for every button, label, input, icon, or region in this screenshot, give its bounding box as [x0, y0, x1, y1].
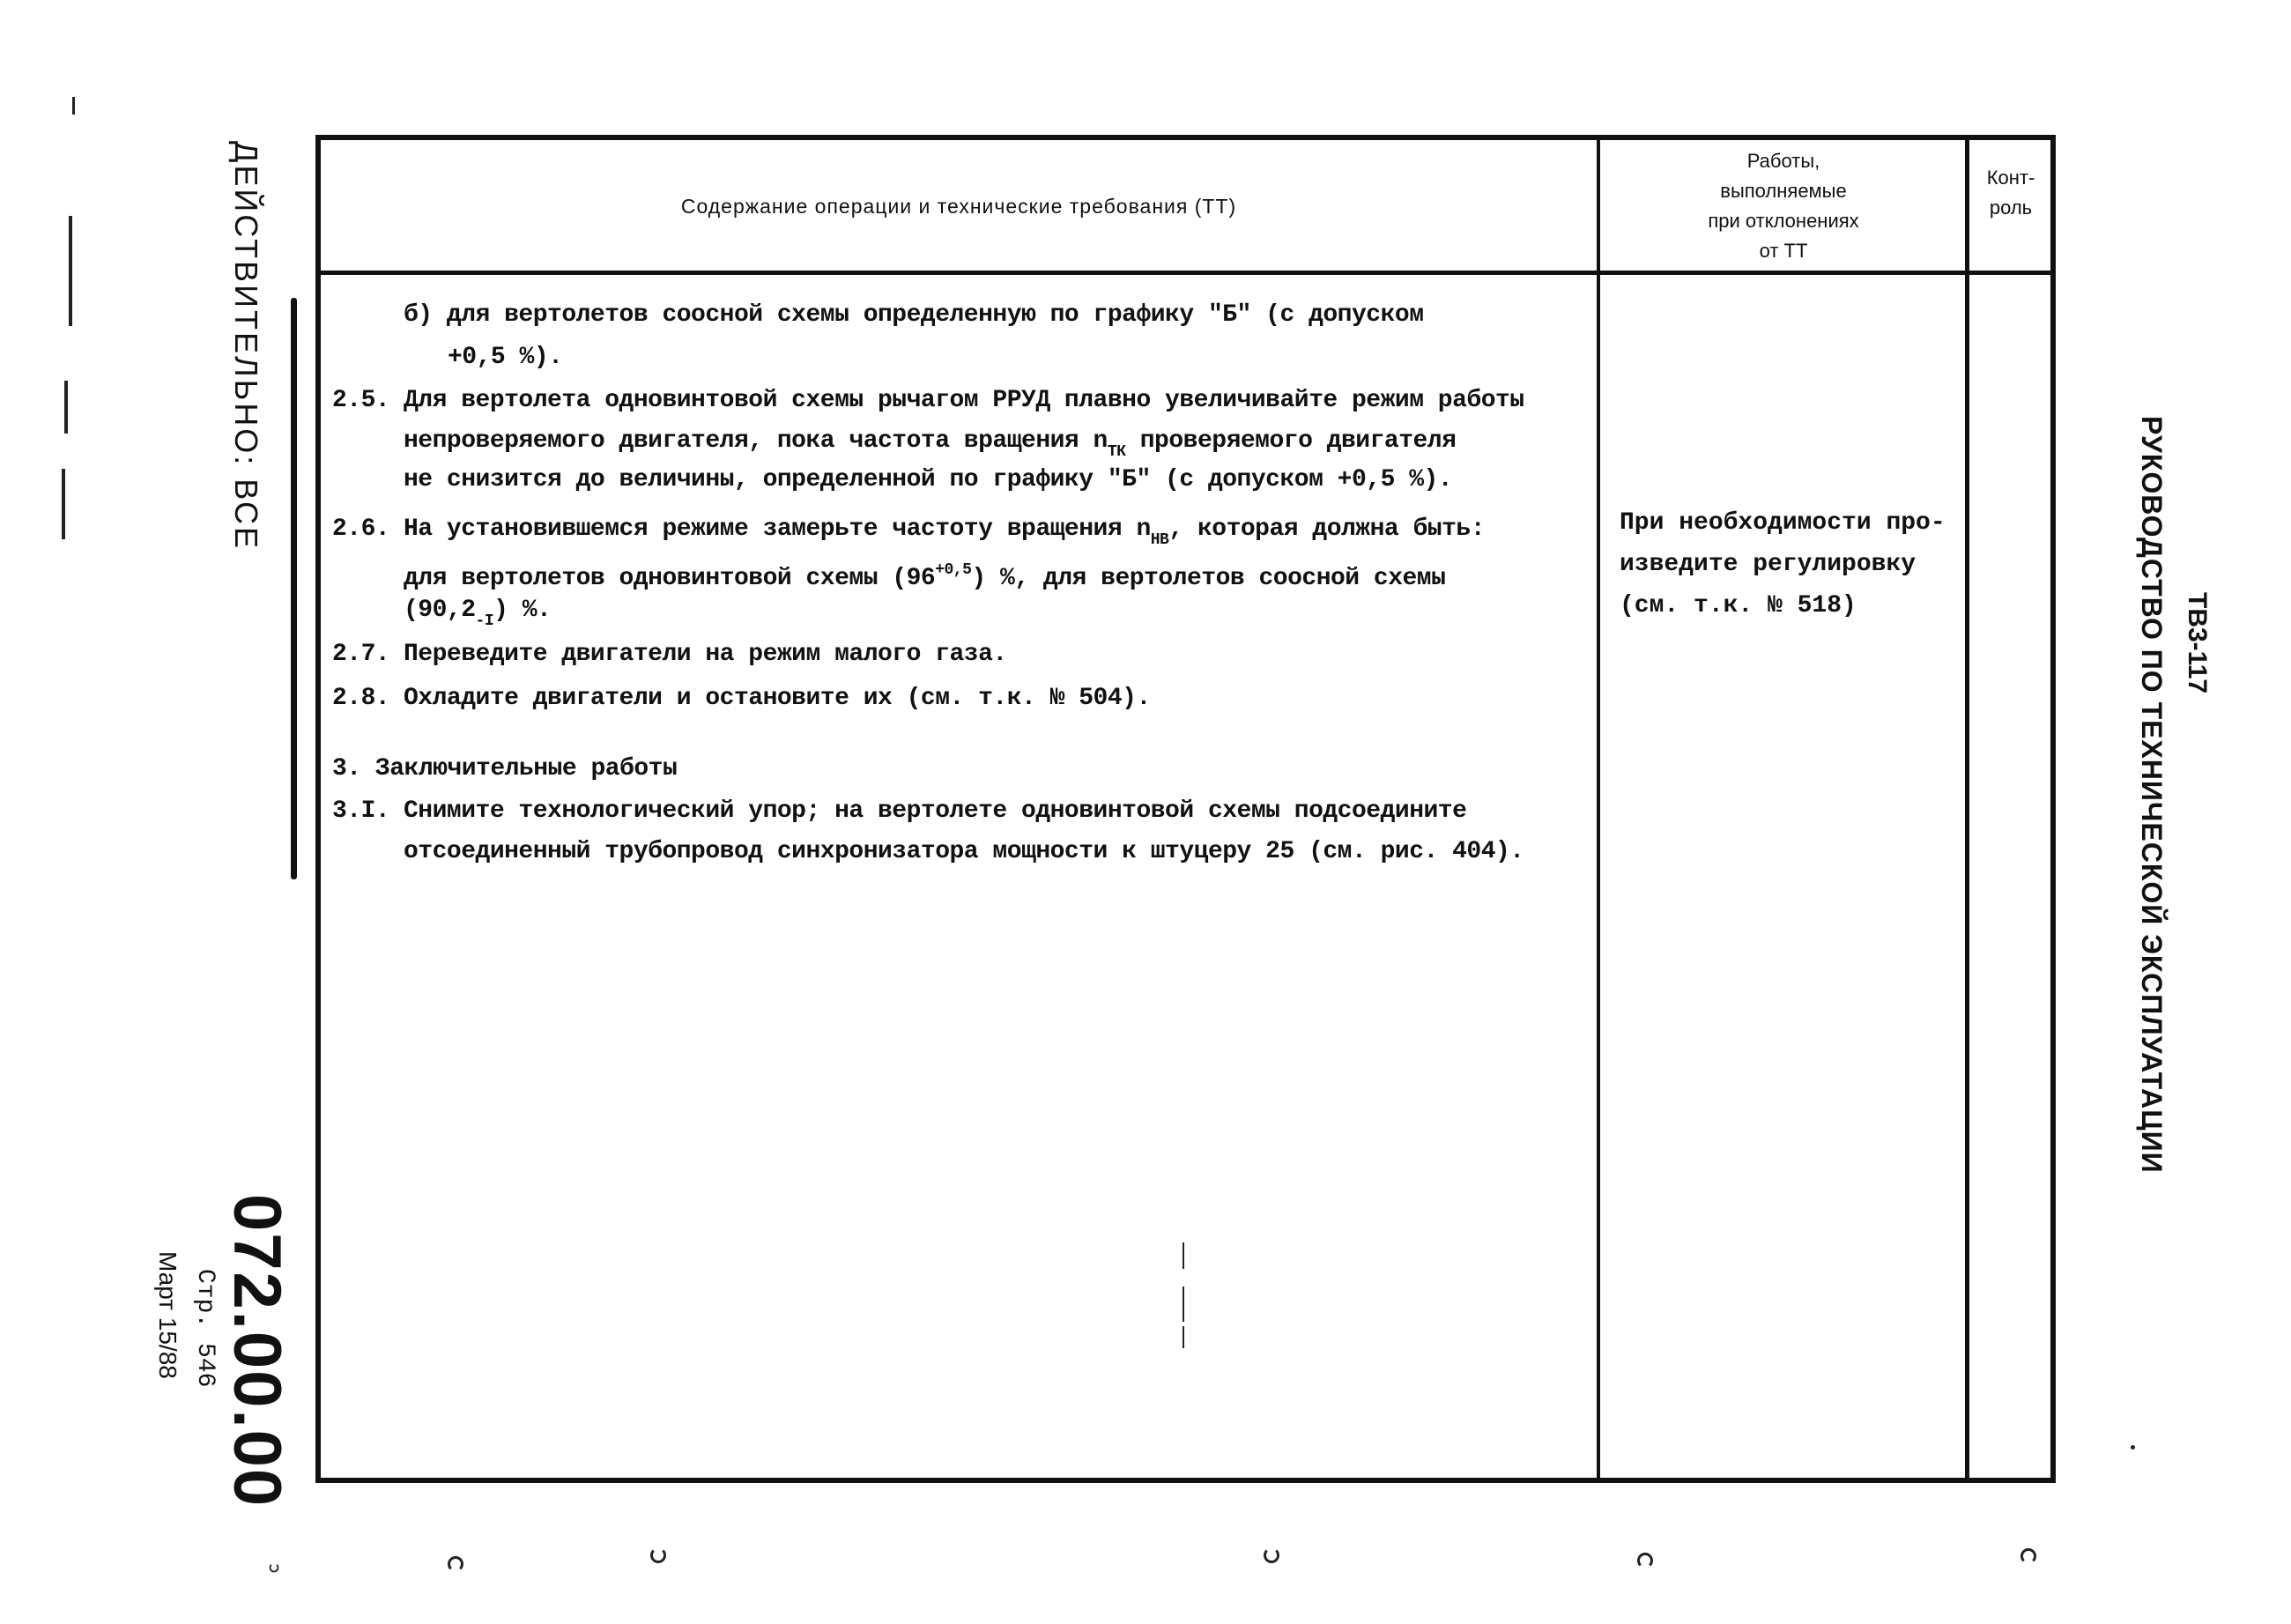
binding-hole-mark [270, 1563, 279, 1573]
scan-margin-mark [72, 97, 75, 115]
text-span: ) %. [493, 597, 552, 624]
scan-margin-mark [69, 216, 72, 326]
header-control-line: роль [1989, 197, 2033, 219]
text-span: ) %, для вертолетов соосной схемы [971, 565, 1446, 592]
validity-label: ДЕЙСТВИТЕЛЬНО: ВСЕ [228, 141, 264, 552]
scan-dot [2131, 1445, 2135, 1450]
step-number-3-1: 3.I. [332, 797, 390, 825]
text-span: проверяемого двигателя [1125, 427, 1457, 455]
header-content: Содержание операции и технические требования (ТТ) [680, 194, 1237, 218]
header-control [1970, 140, 2051, 272]
step-number-2-6: 2.6. [332, 515, 390, 543]
subscript: ТК [1107, 443, 1126, 461]
binding-hole-mark [1637, 1553, 1653, 1568]
scan-fold-mark [1183, 1326, 1184, 1348]
deviation-note [1620, 502, 1946, 627]
step-number-2-8: 2.8. [332, 685, 390, 712]
step-number-2-5: 2.5. [332, 387, 390, 414]
section-code: 072.00.00 [219, 1194, 294, 1509]
text-span: непроверяемого двигателя, пока частота вращения n [404, 427, 1108, 455]
header-deviation-line: выполняемые [1720, 180, 1847, 202]
deviation-note-line: (см. т.к. № 518) [1620, 592, 1857, 619]
subscript: НВ [1150, 531, 1169, 549]
text-line: б) для вертолетов соосной схемы определенную по графику "Б" (с допуском [404, 301, 1424, 329]
header-deviation-line: Работы, [1746, 150, 1820, 172]
text-span: для вертолетов одновинтовой схемы (96 [404, 565, 936, 592]
header-deviation-line: от ТТ [1759, 240, 1808, 262]
step-number-2-7: 2.7. [332, 641, 390, 668]
superscript: +0,5 [935, 561, 972, 579]
text-line: +0,5 %). [448, 344, 563, 371]
subscript: -I [475, 612, 494, 630]
manual-title: РУКОВОДСТВО ПО ТЕХНИЧЕСКОЙ ЭКСПЛУАТАЦИИ [2136, 416, 2168, 1174]
scan-fold-mark [1183, 1242, 1184, 1269]
revision-bar [291, 298, 297, 879]
binding-hole-mark [2020, 1548, 2036, 1564]
header-deviation-line: при отклонениях [1708, 210, 1859, 232]
text-line: Переведите двигатели на режим малого газа. [404, 641, 1007, 668]
text-line: Охладите двигатели и остановите их (см. т.к. № 504). [404, 685, 1151, 712]
column-divider-1 [1597, 135, 1600, 1483]
column-divider-2 [1965, 135, 1969, 1483]
header-control-line: Конт- [1986, 167, 2035, 189]
text-line: Снимите технологический упор; на вертолете одновинтовой схемы подсоедините [404, 797, 1467, 825]
text-span: , которая должна быть: [1168, 515, 1486, 543]
text-line: отсоединенный трубопровод синхронизатора мощности к штуцеру 25 (см. рис. 404). [404, 838, 1524, 865]
deviation-note-line: При необходимости про- [1620, 509, 1946, 537]
revision-date: Март 15/88 [154, 1251, 182, 1379]
text-span: На установившемся режиме замерьте частоту вращения n [404, 515, 1151, 543]
binding-hole-mark [650, 1547, 666, 1563]
text-span: (90,2 [404, 597, 476, 624]
deviation-note-line: изведите регулировку [1620, 551, 1917, 578]
scan-margin-mark [64, 381, 68, 434]
page-number: Стр. 546 [191, 1269, 219, 1388]
binding-hole-mark [448, 1556, 463, 1572]
scan-fold-mark [1183, 1287, 1184, 1322]
engine-model: ТВ3-117 [2183, 592, 2212, 694]
text-line: не снизится до величины, определенной по графику "Б" (с допуском +0,5 %). [404, 466, 1453, 493]
text-line [404, 550, 1445, 599]
section-heading-3: 3. Заключительные работы [332, 755, 678, 782]
header-deviation-work [1602, 140, 1965, 272]
text-line: Для вертолета одновинтовой схемы рычагом РРУД плавно увеличивайте режим работы [404, 387, 1524, 414]
binding-hole-mark [1264, 1547, 1279, 1563]
scan-margin-mark [62, 469, 65, 539]
